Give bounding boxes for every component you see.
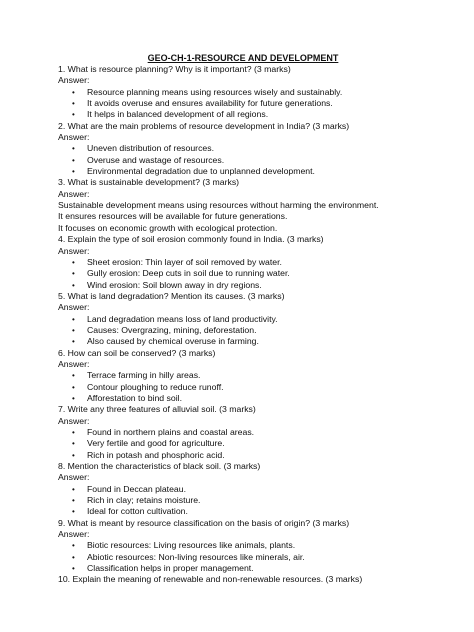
answer-point-text: It avoids overuse and ensures availability for future generations. xyxy=(87,98,333,109)
bullet-icon: • xyxy=(72,257,75,267)
bullet-icon: • xyxy=(72,314,75,324)
list-item xyxy=(58,268,428,279)
list-item xyxy=(58,563,428,574)
answer-bullet-list xyxy=(58,143,428,177)
answer-bullet-list xyxy=(58,257,428,291)
list-item xyxy=(58,314,428,325)
list-item xyxy=(58,109,428,120)
bullet-icon: • xyxy=(72,325,75,335)
answer-bullet-list xyxy=(58,484,428,518)
list-item xyxy=(58,143,428,154)
answer-point-text: Ideal for cotton cultivation. xyxy=(87,506,188,517)
answer-label: Answer: xyxy=(58,75,90,86)
answer-point-text: Overuse and wastage of resources. xyxy=(87,154,225,165)
list-item xyxy=(58,87,428,98)
question-text: 5. What is land degradation? Mention its causes. (3 marks) xyxy=(58,290,285,301)
answer-point-text: Environmental degradation due to unplanned development. xyxy=(87,166,315,177)
question-text: 3. What is sustainable development? (3 marks) xyxy=(58,177,240,188)
list-item xyxy=(58,325,428,336)
bullet-icon: • xyxy=(72,541,75,551)
answer-label: Answer: xyxy=(58,132,90,143)
answer-point-text: Rich in clay; retains moisture. xyxy=(87,495,201,506)
bullet-icon: • xyxy=(72,439,75,449)
answer-label: Answer: xyxy=(58,188,90,199)
list-item xyxy=(58,155,428,166)
question-text: 4. Explain the type of soil erosion commonly found in India. (3 marks) xyxy=(58,234,324,245)
list-item xyxy=(58,280,428,291)
answer-point-text: Wind erosion: Soil blown away in dry regions. xyxy=(87,279,262,290)
answer-bullet-list xyxy=(58,314,428,348)
bullet-icon: • xyxy=(72,337,75,347)
list-item xyxy=(58,495,428,506)
answer-point-text: Afforestation to bind soil. xyxy=(87,392,182,403)
list-item xyxy=(58,552,428,563)
list-item xyxy=(58,336,428,347)
answer-point-text: Abiotic resources: Non-living resources like minerals, air. xyxy=(87,551,305,562)
list-item xyxy=(58,506,428,517)
answer-label: Answer: xyxy=(58,302,90,313)
answer-label: Answer: xyxy=(58,472,90,483)
bullet-icon: • xyxy=(72,110,75,120)
list-item xyxy=(58,257,428,268)
answer-bullet-list xyxy=(58,427,428,461)
answer-point-text: Terrace farming in hilly areas. xyxy=(87,370,201,381)
answer-label: Answer: xyxy=(58,415,90,426)
answer-point-text: Rich in potash and phosphoric acid. xyxy=(87,449,225,460)
answer-point-text: Causes: Overgrazing, mining, deforestation. xyxy=(87,324,257,335)
answer-paragraph: It focuses on economic growth with ecological protection. xyxy=(58,222,278,233)
bullet-icon: • xyxy=(72,496,75,506)
list-item xyxy=(58,98,428,109)
bullet-icon: • xyxy=(72,144,75,154)
bullet-icon: • xyxy=(72,507,75,517)
bullet-icon: • xyxy=(72,269,75,279)
question-text: 10. Explain the meaning of renewable and non-renewable resources. (3 marks) xyxy=(58,574,363,585)
answer-paragraph: Sustainable development means using resources without harming the environment. xyxy=(58,200,379,211)
answer-paragraph: It ensures resources will be available for future generations. xyxy=(58,211,288,222)
answer-point-text: Land degradation means loss of land productivity. xyxy=(87,313,278,324)
bullet-icon: • xyxy=(72,167,75,177)
answer-point-text: Uneven distribution of resources. xyxy=(87,143,214,154)
answer-label: Answer: xyxy=(58,529,90,540)
answer-point-text: Found in northern plains and coastal areas. xyxy=(87,427,255,437)
answer-point-text: It helps in balanced development of all regions. xyxy=(87,109,269,120)
bullet-icon: • xyxy=(72,382,75,392)
answer-label: Answer: xyxy=(58,358,90,369)
answer-bullet-list xyxy=(58,87,428,121)
list-item xyxy=(58,166,428,177)
bullet-icon: • xyxy=(72,564,75,574)
question-list xyxy=(58,64,428,586)
answer-point-text: Gully erosion: Deep cuts in soil due to running water. xyxy=(87,268,290,279)
bullet-icon: • xyxy=(72,87,75,97)
document-title: GEO-CH-1-RESOURCE AND DEVELOPMENT xyxy=(147,53,339,63)
answer-point-text: Contour ploughing to reduce runoff. xyxy=(87,381,224,392)
list-item xyxy=(58,450,428,461)
list-item xyxy=(58,382,428,393)
answer-point-text: Found in Deccan plateau. xyxy=(87,483,187,494)
answer-point-text: Sheet erosion: Thin layer of soil removed by water. xyxy=(87,256,282,267)
answer-point-text: Resource planning means using resources wisely and sustainably. xyxy=(87,86,343,97)
list-item xyxy=(58,393,428,404)
bullet-icon: • xyxy=(72,393,75,403)
question-text: 9. What is meant by resource classification on the basis of origin? (3 marks) xyxy=(58,517,350,528)
bullet-icon: • xyxy=(72,428,75,437)
bullet-icon: • xyxy=(72,371,75,381)
answer-bullet-list xyxy=(58,370,428,404)
answer-bullet-list xyxy=(58,540,428,574)
question-text: 1. What is resource planning? Why is it important? (3 marks) xyxy=(58,64,291,74)
list-item xyxy=(58,540,428,551)
bullet-icon: • xyxy=(72,99,75,109)
bullet-icon: • xyxy=(72,484,75,494)
answer-point-text: Classification helps in proper management. xyxy=(87,563,254,574)
bullet-icon: • xyxy=(72,280,75,290)
answer-label: Answer: xyxy=(58,245,90,256)
question-text: 7. Write any three features of alluvial soil. (3 marks) xyxy=(58,404,256,415)
question-text: 6. How can soil be conserved? (3 marks) xyxy=(58,347,216,358)
answer-point-text: Also caused by chemical overuse in farming. xyxy=(87,336,259,347)
question-text: 2. What are the main problems of resource development in India? (3 marks) xyxy=(58,120,350,131)
list-item xyxy=(58,438,428,449)
list-item xyxy=(58,484,428,495)
list-item xyxy=(58,427,428,438)
bullet-icon: • xyxy=(72,450,75,460)
bullet-icon: • xyxy=(72,155,75,165)
question-text: 8. Mention the characteristics of black soil. (3 marks) xyxy=(58,461,261,472)
answer-point-text: Very fertile and good for agriculture. xyxy=(87,438,225,449)
list-item xyxy=(58,370,428,381)
document-body xyxy=(58,52,428,586)
answer-point-text: Biotic resources: Living resources like animals, plants. xyxy=(87,540,296,551)
bullet-icon: • xyxy=(72,552,75,562)
